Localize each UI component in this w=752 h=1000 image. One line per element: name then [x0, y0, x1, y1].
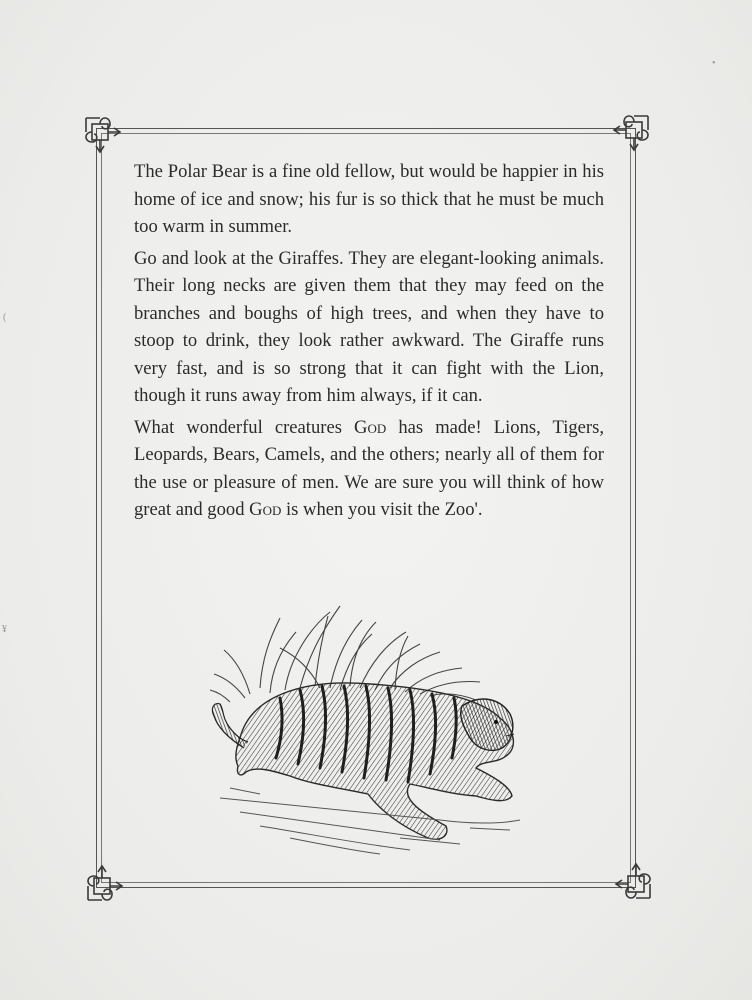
paragraph-giraffes: [134, 245, 604, 410]
paragraph-text: has made! Lions, Tigers, Leopards, Bears, Camels, and the others; nearly all of them for the use or pleasure of men. We are sure you will think of how great and good: [134, 416, 604, 520]
tiger-engraving-icon: [200, 598, 530, 860]
corner-ornament-bottom-right-icon: [612, 860, 656, 904]
corner-ornament-bottom-left-icon: [82, 862, 126, 906]
paragraph-polar-bear: [134, 158, 604, 241]
paragraph-text: Go and look at the Giraffes. They are elegant-looking animals. Their long necks are given them that they may feed on the branches and boughs of high trees, and when they have to stoop to drink, they look rather awkward. The Giraffe runs very fast, and is so strong that it can fight with the Lion, though it runs away from him always, if it can.: [134, 247, 604, 406]
paper-speck: (: [3, 312, 7, 323]
body-text: [134, 158, 604, 528]
paragraph-text: is when you visit the Zoo'.: [281, 499, 483, 520]
paragraph-creatures: [134, 414, 604, 524]
corner-ornament-top-left-icon: [80, 112, 124, 156]
corner-ornament-top-right-icon: [610, 110, 654, 154]
small-caps-word: God: [249, 499, 282, 520]
paragraph-text: What wonderful creatures: [134, 416, 355, 438]
paper-speck: •: [712, 58, 716, 69]
paper-speck: ¥: [2, 624, 7, 635]
small-caps-word: God: [354, 416, 387, 438]
paragraph-text: The Polar Bear is a fine old fellow, but would be happier in his home of ice and snow; his fur is so thick that he must be much too warm in summer.: [134, 161, 604, 237]
